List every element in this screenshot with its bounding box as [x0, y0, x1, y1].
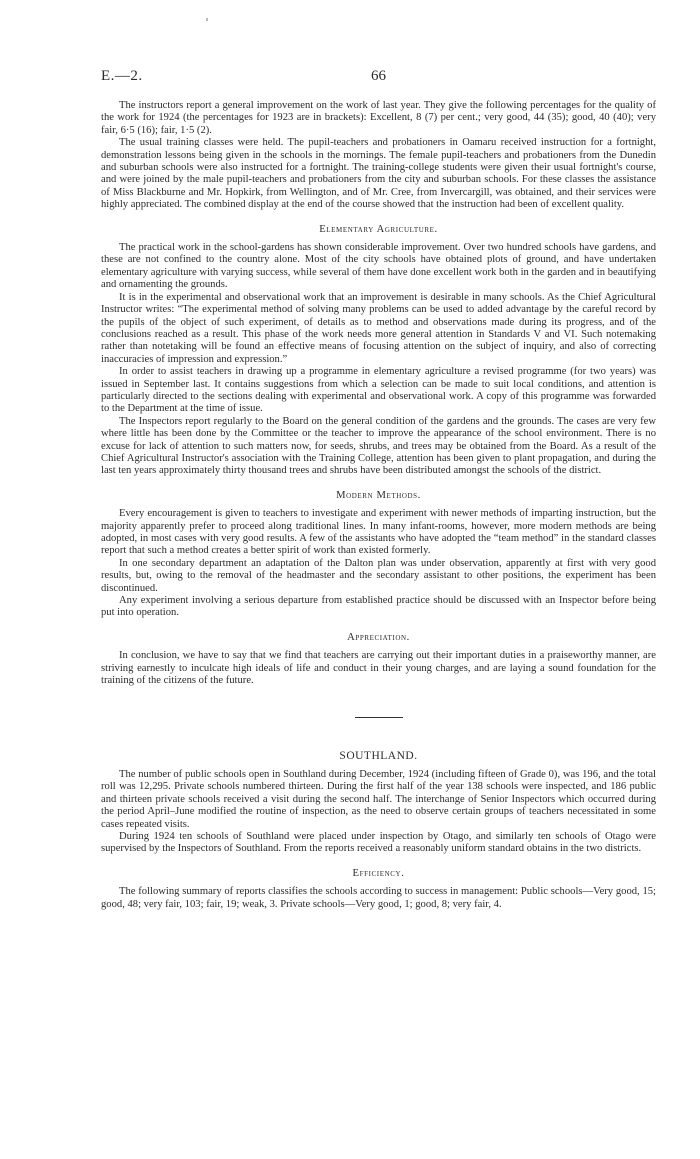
- section-heading-modern-methods: Modern Methods.: [336, 489, 421, 501]
- paragraph: In conclusion, we have to say that we find that teachers are carrying out their important duties in a praiseworthy manner, are striving earnestly to inculcate high ideals of life and conduct in their young charges, and are laying a sound foundation for the training of the citizens of the future.: [101, 650, 656, 687]
- paragraph: In one secondary department an adaptation of the Dalton plan was under observation, apparently at first with very good results, but, owing to the removal of the headmaster and the secondary assistant to other positions, the experiment has been discontinued.: [101, 557, 656, 594]
- section-heading-appreciation: Appreciation.: [347, 631, 410, 643]
- paragraph: The usual training classes were held. The pupil-teachers and probationers in Oamaru received instruction for a fortnight, demonstration lessons being given in the schools in the mornings. The female pupil-teachers and probationers from the Dunedin and suburban schools were also instructed for a fortnight. The training-college students were given their usual fortnight's course, and were joined by the male pupil-teachers and probationers from the city and suburban schools. For these classes the assistance of Miss Blackburne and Mr. Hopkirk, from Wellington, and of Mr. Cree, from Invercargill, was obtained, and their services were highly appreciated. The combined display at the end of the course showed that the instruction had been of excellent quality.: [101, 137, 656, 211]
- section-heading-elementary-agriculture: Elementary Agriculture.: [319, 223, 438, 235]
- district-heading-southland: SOUTHLAND.: [339, 750, 418, 763]
- document-body: [101, 100, 656, 911]
- section-heading-efficiency: Efficiency.: [352, 867, 405, 879]
- paragraph: During 1924 ten schools of Southland were placed under inspection by Otago, and similarly ten schools of Otago were supervised by the Inspectors of Southland. From the reports received a reasonably uniform standard obtains in the two districts.: [101, 830, 656, 855]
- paragraph: Any experiment involving a serious departure from established practice should be discussed with an Inspector before being put into operation.: [101, 595, 656, 619]
- paragraph: It is in the experimental and observational work that an improvement is desirable in many schools. As the Chief Agricultural Instructor writes: “The experimental method of solving many problems can be used to added advantage by the careful record by the pupils of the object of such experiment, of details as to method and observations made during its progress, and of the conclusions reached as a result. This phase of the work needs more general attention in Standards V and VI. Such notemaking rather than notetaking will be found an effective means of focusing attention on the subject of inquiry, and also of correcting inaccuracies of impression and expression.”: [101, 291, 656, 365]
- page-speck: [206, 18, 208, 21]
- paragraph: The number of public schools open in Southland during December, 1924 (including fifteen of Grade 0), was 196, and the total roll was 12,295. Private schools numbered thirteen. During the first half of the year 138 schools were inspected, and 186 public and thirteen private schools received a visit during the second half. The interchange of Senior Inspectors which occurred during the period April–June modified the routine of inspection, as the need to observe certain groups of teachers necessitated in some cases repeated visits.: [101, 768, 656, 830]
- paragraph: The Inspectors report regularly to the Board on the general condition of the gardens and the grounds. The cases are very few where little has been done by the Committee or the teacher to improve the appearance of the school environment. There is no excuse for lack of attention to such matters now, for seeds, shrubs, and trees may be obtained from the Board. As a result of the Chief Agricultural Instructor's association with the Training College, attention has been given to plant propagation, and during the last ten years approximately thirty thousand trees and shrubs have been distributed amongst the schools of the district.: [101, 415, 656, 477]
- paragraph: In order to assist teachers in drawing up a programme in elementary agriculture a revised programme (for two years) was issued in September last. It contains suggestions from which a selection can be made to suit local conditions, and attention is particularly directed to the sections dealing with experimental and observational work. A copy of this programme was forwarded to the Department at the time of issue.: [101, 366, 656, 415]
- document-reference: E.—2.: [101, 68, 143, 84]
- paragraph: The following summary of reports classifies the schools according to success in management: Public schools—Very good, 15; good, 48; very fair, 103; fair, 19; weak, 3. Private schools—Very good, 1; good, 8; very fair, 4.: [101, 886, 656, 910]
- paragraph: The instructors report a general improvement on the work of last year. They give the following percentages for the quality of the work for 1924 (the percentages for 1923 are in brackets): Excellent, 8 (7) per cent.; very good, 44 (35); good, 40 (40); very fair, 6·5 (16); fair, 1·5 (2).: [101, 100, 656, 136]
- page-number: 66: [371, 68, 386, 84]
- paragraph: The practical work in the school-gardens has shown considerable improvement. Over two hundred schools have gardens, and these are not confined to the country alone. Most of the city schools have obtained plots of ground, and have undertaken elementary agriculture with varying success, while several of them have done excellent work both in the garden and in beautifying and ornamenting the grounds.: [101, 242, 656, 291]
- paragraph: Every encouragement is given to teachers to investigate and experiment with newer methods of imparting instruction, but the majority apparently prefer to proceed along traditional lines. In many infant-rooms, however, more modern methods are being adopted, in most cases with very good results. A few of the assistants who have adopted the “team method” in the standard classes report that such a method creates a better spirit of work than existed formerly.: [101, 508, 656, 557]
- page-header: [101, 68, 656, 86]
- section-divider: [355, 717, 403, 718]
